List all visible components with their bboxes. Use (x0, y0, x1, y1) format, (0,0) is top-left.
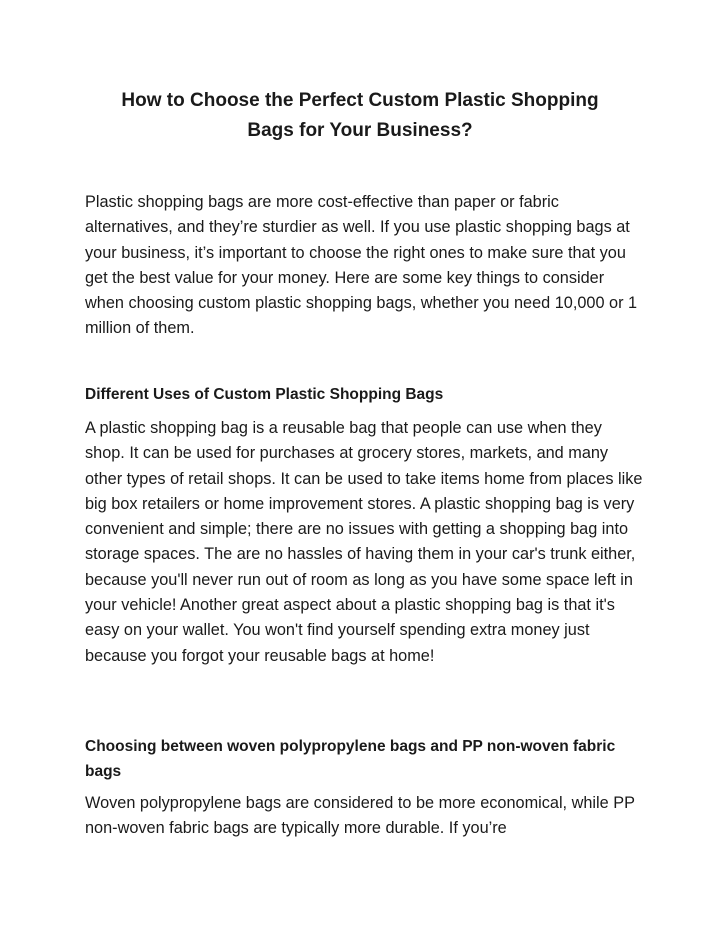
intro-paragraph: Plastic shopping bags are more cost-effective than paper or fabric alternatives, and they’re sturdier as well. If you use plastic shopping bags at your business, it’s important to choose the right ones to make sure that you get the best value for your money. Here are some key things to consider when choosing custom plastic shopping bags, whether you need 10,000 or 1 million of them. (85, 193, 638, 338)
title-line-2: Bags for Your Business? (247, 120, 473, 141)
title-line-1: How to Choose the Perfect Custom Plastic Shopping (121, 90, 599, 111)
section-body-woven: Woven polypropylene bags are considered to be more economical, while PP non-woven fabric bags are typically more durable. If you’re (85, 794, 635, 838)
page-title (80, 86, 640, 146)
section-body-uses: A plastic shopping bag is a reusable bag that people can use when they shop. It can be used for purchases at grocery stores, markets, and many other types of retail shops. It can be used to take items home from places like big box retailers or home improvement stores. A plastic shopping bag is very convenient and simple; there are no issues with getting a shopping bag into storage spaces. The are no hassles of having them in your car's trunk either, because you'll never run out of room as long as you have some space left in your vehicle! Another great aspect about a plastic shopping bag is that it's easy on your wallet. You won't find yourself spending extra money just because you forgot your reusable bags at home! (85, 419, 643, 665)
section-heading-woven: Choosing between woven polypropylene bags and PP non-woven fabric bags (85, 738, 616, 780)
section-heading-uses: Different Uses of Custom Plastic Shopping Bags (85, 386, 444, 403)
